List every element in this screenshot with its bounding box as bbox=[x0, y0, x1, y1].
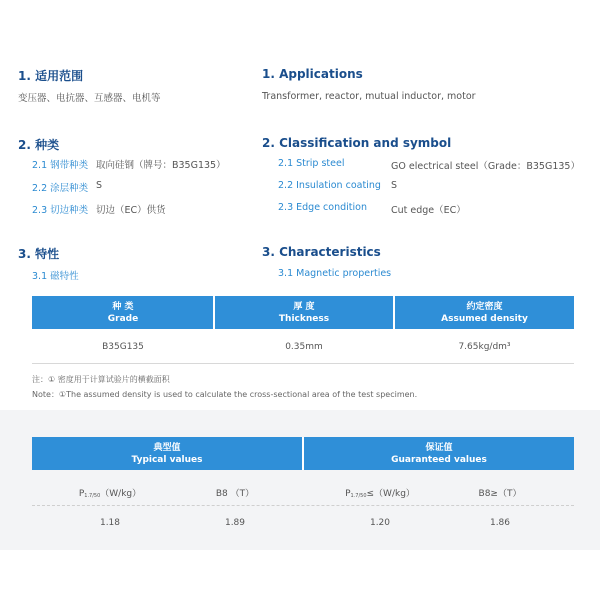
table1-header-grade bbox=[32, 296, 214, 329]
cn-strip-steel-value: 取向硅钢（牌号：B35G135） bbox=[96, 160, 226, 171]
table2-sub-p-typical: $P_{1.7/50}(W/kg)$ bbox=[78, 489, 142, 499]
table2-cell-b8-typical: 1.89 bbox=[224, 518, 246, 528]
table2-cell-b8-guaranteed: 1.86 bbox=[489, 518, 511, 528]
cn-edge-label: 2.3 切边种类 bbox=[32, 205, 89, 216]
table2-header-guaranteed-en: Guaranteed values bbox=[391, 454, 487, 465]
table1-cell-grade: B35G135 bbox=[102, 342, 144, 352]
table2-header bbox=[32, 437, 574, 470]
en-edge-label: 2.3 Edge condition bbox=[278, 202, 367, 213]
table2-header-typical-en: Typical values bbox=[131, 454, 203, 465]
table1-header bbox=[32, 296, 574, 329]
en-strip-steel-value: GO electrical steel（Grade：B35G135） bbox=[391, 161, 580, 172]
en-coating-value: S bbox=[391, 180, 398, 191]
table1-header-density-cn: 约定密度 bbox=[466, 301, 503, 312]
cn-applications-text: 变压器、电抗器、互感器、电机等 bbox=[18, 93, 161, 104]
table1-cell-thickness: 0.35mm bbox=[285, 342, 323, 352]
en-strip-steel-label: 2.1 Strip steel bbox=[278, 158, 345, 169]
table2-header-guaranteed-cn: 保证值 bbox=[425, 442, 453, 453]
table2-header-typical-cn: 典型值 bbox=[153, 442, 181, 453]
cn-coating-value: S bbox=[96, 180, 103, 191]
table2-header-guaranteed bbox=[304, 437, 574, 470]
table2-cell-p-typical: 1.18 bbox=[99, 518, 121, 528]
cn-characteristics-title: 3. 特性 bbox=[18, 247, 60, 261]
table1-cell-density: 7.65kg/dm³ bbox=[458, 342, 511, 352]
table2-background bbox=[0, 410, 600, 550]
en-classification-title: 2. Classification and symbol bbox=[262, 136, 452, 150]
en-characteristics-title: 3. Characteristics bbox=[262, 245, 381, 259]
table1-header-grade-en: Grade bbox=[107, 313, 139, 324]
table2-cell-p-guaranteed: 1.20 bbox=[369, 518, 391, 528]
table1-header-thickness-en: Thickness bbox=[278, 313, 330, 324]
en-magnetic-subtitle: 3.1 Magnetic properties bbox=[278, 268, 392, 279]
cn-magnetic-subtitle: 3.1 磁特性 bbox=[32, 271, 79, 282]
cn-edge-value: 切边（EC）供货 bbox=[96, 205, 166, 216]
table2-divider bbox=[32, 505, 574, 506]
en-applications-title: 1. Applications bbox=[262, 67, 363, 81]
en-edge-value: Cut edge（EC） bbox=[391, 205, 466, 216]
en-applications-text: Transformer, reactor, mutual inductor, motor bbox=[262, 91, 476, 102]
table2-header-typical bbox=[32, 437, 302, 470]
table1-header-thickness bbox=[215, 296, 393, 329]
table1-header-thickness-cn: 厚 度 bbox=[293, 301, 315, 312]
note-cn: 注：① 密度用于计算试验片的横截面积 bbox=[32, 375, 170, 384]
en-coating-label: 2.2 Insulation coating bbox=[278, 180, 381, 191]
table1-header-density bbox=[395, 296, 574, 329]
cn-coating-label: 2.2 涂层种类 bbox=[32, 183, 89, 194]
cn-classification-title: 2. 种类 bbox=[18, 138, 60, 152]
table2-sub-p-guaranteed: $P_{1.7/50}\le(W/kg)$ bbox=[345, 489, 415, 499]
table1-header-grade-cn: 种 类 bbox=[112, 301, 134, 312]
table1-header-density-en: Assumed density bbox=[441, 313, 528, 324]
table1-bottom-rule bbox=[32, 363, 574, 364]
table2-sub-b8-guaranteed: B8≥（T） bbox=[478, 489, 522, 499]
table2-sub-b8-typical: B8 （T） bbox=[215, 489, 255, 499]
cn-applications-title: 1. 适用范围 bbox=[18, 69, 84, 83]
cn-strip-steel-label: 2.1 钢带种类 bbox=[32, 160, 89, 171]
note-en: Note：①The assumed density is used to calculate the cross-sectional area of the test specimen. bbox=[32, 390, 418, 399]
